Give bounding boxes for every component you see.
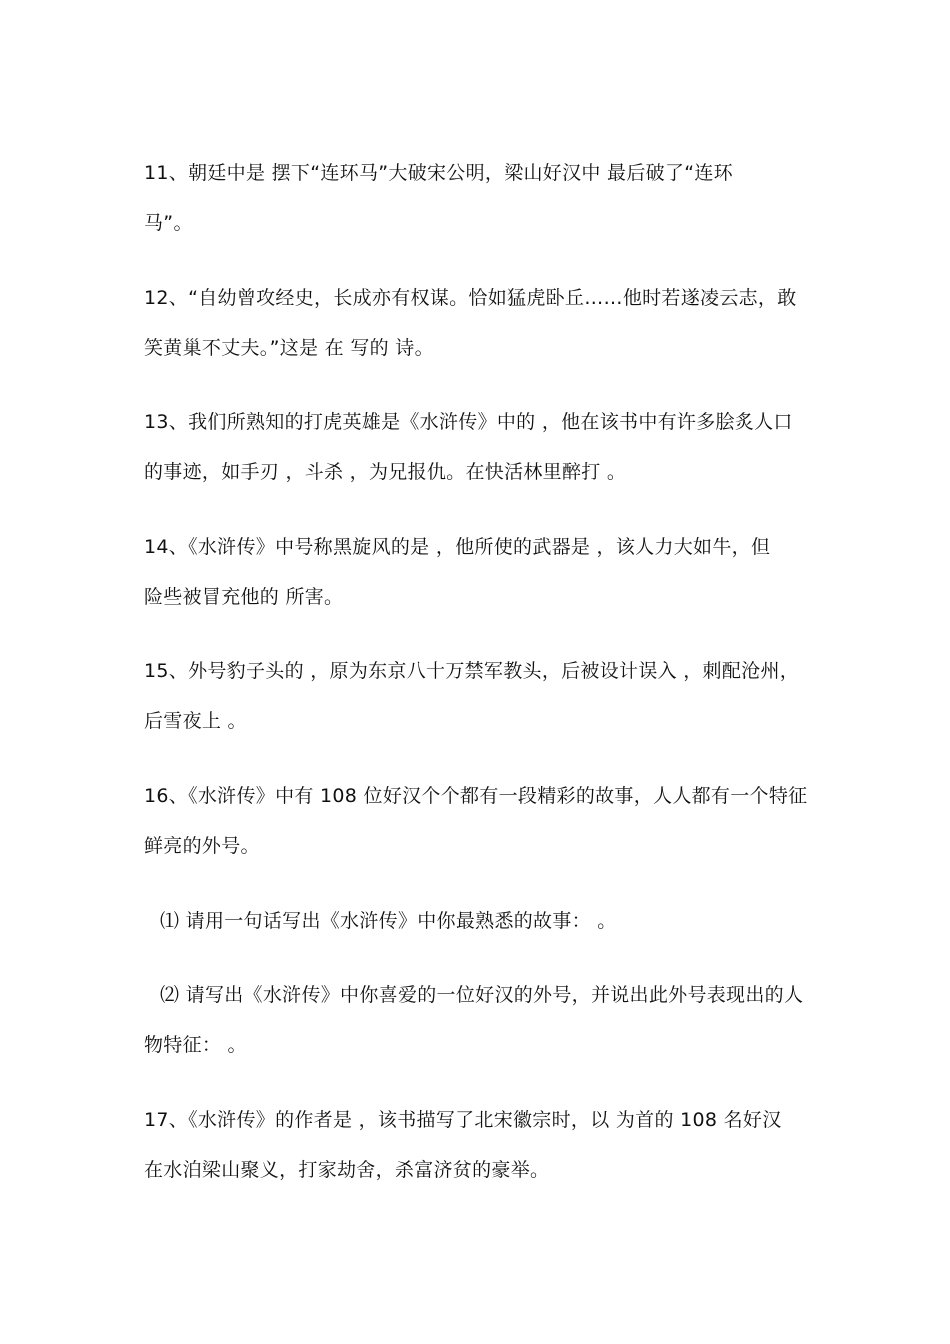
- question-line: 13、我们所熟知的打虎英雄是《水浒传》中的 ，他在该书中有许多脍炙人口: [144, 411, 793, 433]
- question-line: 物特征： 。: [144, 1034, 247, 1056]
- question-line: 鲜亮的外号。: [144, 835, 260, 857]
- question-15: [144, 646, 814, 746]
- question-line: 在水泊梁山聚义，打家劫舍，杀富济贫的豪举。: [144, 1159, 550, 1181]
- question-17: [144, 1095, 814, 1195]
- question-line: 14、《水浒传》中号称黑旋风的是 ，他所使的武器是 ，该人力大如牛，但: [144, 536, 771, 558]
- question-line: 11、朝廷中是 摆下“连环马”大破宋公明，梁山好汉中 最后破了“连环: [144, 162, 733, 184]
- question-16-part-1: [144, 896, 814, 946]
- question-line: 后雪夜上 。: [144, 710, 247, 732]
- question-line: 15、外号豹子头的 ，原为东京八十万禁军教头，后被设计误入 ，刺配沧州，: [144, 660, 800, 682]
- question-line: 17、《水浒传》的作者是 ，该书描写了北宋徽宗时，以 为首的 108 名好汉: [144, 1109, 782, 1131]
- question-line: 的事迹，如手刃 ，斗杀 ，为兄报仇。在快活林里醉打 。: [144, 461, 627, 483]
- question-16: [144, 771, 814, 871]
- question-line: 马”。: [144, 212, 193, 234]
- question-line: 16、《水浒传》中有 108 位好汉个个都有一段精彩的故事，人人都有一个特征: [144, 785, 808, 807]
- question-16-part-2: [144, 970, 814, 1070]
- question-line: ⑴ 请用一句话写出《水浒传》中你最熟悉的故事： 。: [160, 910, 617, 932]
- question-11: [144, 148, 814, 248]
- question-line: 12、“自幼曾攻经史，长成亦有权谋。恰如猛虎卧丘……他时若遂凌云志，敢: [144, 287, 797, 309]
- question-14: [144, 522, 814, 622]
- question-line: 笑黄巢不丈夫。”这是 在 写的 诗。: [144, 337, 434, 359]
- question-12: [144, 273, 814, 373]
- question-line: 险些被冒充他的 所害。: [144, 586, 344, 608]
- question-line: ⑵ 请写出《水浒传》中你喜爱的一位好汉的外号，并说出此外号表现出的人: [160, 984, 804, 1006]
- question-13: [144, 397, 814, 497]
